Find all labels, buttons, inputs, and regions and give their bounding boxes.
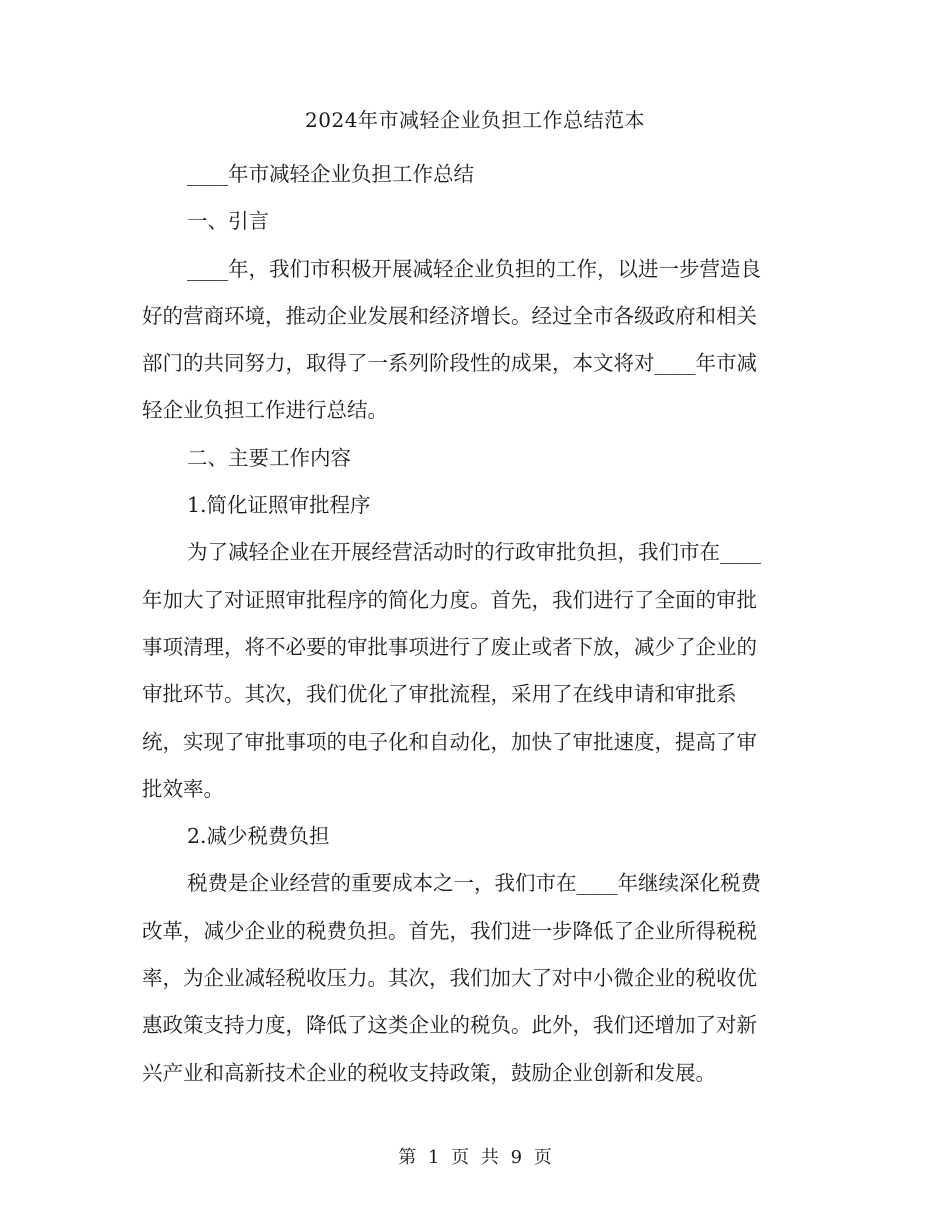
text-line: 部门的共同努力，取得了一系列阶段性的成果，本文将对____年市减 <box>142 351 757 376</box>
text-line: 好的营商环境，推动企业发展和经济增长。经过全市各级政府和相关 <box>142 303 757 328</box>
text-line: 2.减少税费负担 <box>187 824 330 849</box>
document-title: 2024年市减轻企业负担工作总结范本 <box>305 108 645 132</box>
text-line: 率，为企业减轻税收压力。其次，我们加大了对中小微企业的税收优 <box>142 966 757 991</box>
text-line: 事项清理，将不必要的审批事项进行了废止或者下放，减少了企业的 <box>142 634 757 659</box>
text-line: 统，实现了审批事项的电子化和自动化，加快了审批速度，提高了审 <box>142 729 757 754</box>
text-line: 惠政策支持力度，降低了这类企业的税负。此外，我们还增加了对新 <box>142 1013 757 1038</box>
text-line: 批效率。 <box>142 776 224 801</box>
text-line: 二、主要工作内容 <box>187 445 351 470</box>
text-line: 一、引言 <box>187 209 269 234</box>
text-line: 年加大了对证照审批程序的简化力度。首先，我们进行了全面的审批 <box>142 587 757 612</box>
page-footer: 第 1 页 共 9 页 <box>398 1147 552 1168</box>
text-line: 审批环节。其次，我们优化了审批流程，采用了在线申请和审批系 <box>142 682 737 707</box>
document-body <box>142 151 802 1097</box>
text-line: 改革，减少企业的税费负担。首先，我们进一步降低了企业所得税税 <box>142 918 757 943</box>
text-line: ____年，我们市积极开展减轻企业负担的工作，以进一步营造良 <box>187 256 761 281</box>
text-line: 1.简化证照审批程序 <box>187 493 371 518</box>
text-line: ____年市减轻企业负担工作总结 <box>187 162 474 186</box>
text-line: 为了减轻企业在开展经营活动时的行政审批负担，我们市在____ <box>187 540 761 565</box>
text-line: 轻企业负担工作进行总结。 <box>142 398 388 423</box>
text-line: 税费是企业经营的重要成本之一，我们市在____年继续深化税费 <box>187 871 761 896</box>
text-line: 兴产业和高新技术企业的税收支持政策，鼓励企业创新和发展。 <box>142 1060 716 1085</box>
